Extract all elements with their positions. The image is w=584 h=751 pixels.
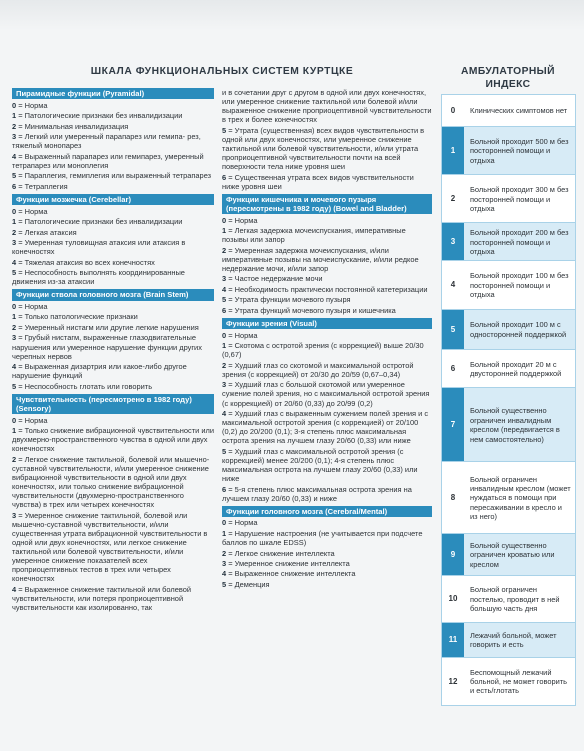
- scale-score: 4: [222, 569, 227, 579]
- scale-description: = Легкая атаксия: [16, 227, 77, 237]
- scale-score: 4: [12, 362, 17, 372]
- scale-item: [12, 111, 214, 120]
- scale-item: [12, 312, 214, 321]
- scale-score: 2: [222, 245, 227, 255]
- scale-description: = Грубый нистагм, выраженные глазодвигательные нарушения или умеренное нарушение функции других черепных нервов: [12, 333, 202, 361]
- scale-description: = Легкая задержка мочеиспускания, императивные позывы или запор: [222, 226, 406, 245]
- left-column: [12, 88, 214, 615]
- ambulatory-score: 2: [442, 175, 464, 222]
- scale-score: 5: [222, 579, 227, 589]
- ambulatory-row: [442, 388, 575, 462]
- scale-item: [222, 331, 432, 340]
- scale-description: = Выраженная дизартрия или какое-либо другое нарушение функций: [12, 362, 187, 381]
- scale-score: 5: [12, 381, 17, 391]
- scale-description: = Норма: [226, 518, 258, 528]
- scale-description: = Неспособность глотать или говорить: [16, 381, 153, 391]
- scale-description: = Умеренная туловищная атаксия или атаксия в конечностях: [12, 238, 186, 257]
- scale-score: 1: [12, 111, 17, 121]
- scale-description: = Патологические признаки без инвалидизации: [16, 217, 183, 227]
- scale-item: [222, 285, 432, 294]
- ambulatory-description: Беспомощный лежачий больной, не может говорить и есть/глотать: [464, 658, 575, 705]
- scale-item: [222, 295, 432, 304]
- ambulatory-row: [442, 623, 575, 658]
- scale-score: 6: [222, 484, 227, 494]
- scale-description: = 5-я степень плюс максимальная острота зрения на лучшем глазу 20/60 (0,33) и ниже: [222, 484, 412, 503]
- scale-score: 1: [12, 312, 17, 322]
- scale-item: [222, 580, 432, 589]
- scale-item: [12, 416, 214, 425]
- scale-description: = Умеренная задержка мочеиспускания, и/или императивные позывы на мочеиспускание, и/или редкое недержание мочи, и/или запор: [222, 245, 419, 273]
- scale-description: = Норма: [226, 330, 258, 340]
- section-header: Пирамидные функции (Pyramidal): [12, 88, 214, 99]
- scale-score: 4: [222, 284, 227, 294]
- scale-section: [12, 289, 214, 391]
- scale-description: = Выраженное снижение тактильной или болевой чувствительности, или потеря проприоцептивной чувствительности как изолированно, так: [12, 584, 192, 613]
- scale-item: [12, 171, 214, 180]
- ambulatory-score: 11: [442, 623, 464, 657]
- ambulatory-row: [442, 658, 575, 705]
- scale-description: = Умеренное снижение интеллекта: [226, 558, 350, 568]
- ambulatory-score: 8: [442, 462, 464, 532]
- ambulatory-description: Больной проходит 100 м без посторонней помощи и отдыха: [464, 261, 575, 308]
- scale-section: [222, 506, 432, 589]
- ambulatory-description: Больной ограничен постелью, проводит в ней большую часть дня: [464, 576, 575, 622]
- scale-item: [12, 152, 214, 170]
- ambulatory-row: [442, 95, 575, 127]
- scale-score: 2: [12, 227, 17, 237]
- scale-score: 5: [12, 171, 17, 181]
- scale-item: [12, 258, 214, 267]
- ambulatory-row: [442, 462, 575, 533]
- scale-score: 0: [12, 415, 17, 425]
- scale-description: = Тяжелая атаксия во всех конечностях: [16, 257, 155, 267]
- scale-score: 1: [222, 341, 227, 351]
- scale-description: = Норма: [16, 100, 48, 110]
- scale-description: = Норма: [16, 415, 48, 425]
- scale-score: 3: [222, 380, 227, 390]
- scale-item: [12, 333, 214, 360]
- scale-description: = Худший глаз с большой скотомой или умеренное сужение полей зрения, но с максимальной остротой зрения (с коррекцией) от 20/60 (0,33) до 20/99 (0,2): [222, 380, 430, 408]
- ambulatory-description: Клинических симптомов нет: [464, 95, 575, 126]
- scale-score: 0: [12, 206, 17, 216]
- section-header: Функции мозжечка (Cerebellar): [12, 194, 214, 205]
- scale-score: 3: [12, 510, 17, 520]
- scale-item: [222, 518, 432, 527]
- ambulatory-score: 6: [442, 350, 464, 387]
- scale-item: [12, 207, 214, 216]
- scale-description: = Утрата функции мочевого пузыря: [226, 295, 351, 305]
- scale-score: 3: [222, 558, 227, 568]
- section-header: Функции кишечника и мочевого пузыря (пересмотрены в 1982 году) (Bowel and Bladder): [222, 194, 432, 214]
- scale-section: [222, 318, 432, 503]
- ambulatory-score: 7: [442, 388, 464, 461]
- scale-description: = Выраженное снижение интеллекта: [226, 569, 356, 579]
- scale-item: [222, 274, 432, 283]
- scale-description: = Умеренное снижение тактильной, болевой или мышечно-суставной чувствительности, и/или существенная утрата вибрационной чувствительности в одной или двух конечностях, или легкое снижение тактильной или болевой чувствительности, и/или умеренное снижение показателей всех проприоцептивных тестов в трех или четырех конечностях: [12, 510, 208, 584]
- scale-score: 0: [12, 100, 17, 110]
- scale-description: = Минимальная инвалидизация: [16, 121, 129, 131]
- page-top-shadow: [0, 0, 584, 30]
- ambulatory-score: 10: [442, 576, 464, 622]
- scale-score: 0: [12, 302, 17, 311]
- scale-section: [222, 194, 432, 315]
- ambulatory-row: [442, 175, 575, 223]
- scale-description: = Тетраплегия: [16, 181, 68, 191]
- scale-item: [12, 228, 214, 237]
- scale-item: [12, 302, 214, 311]
- scale-description: = Умеренный нистагм или другие легкие нарушения: [16, 322, 199, 332]
- scale-score: 2: [12, 322, 17, 332]
- scale-item: [222, 549, 432, 558]
- ambulatory-row: [442, 223, 575, 261]
- scale-description: = Утрата функций мочевого пузыря и кишечника: [226, 305, 396, 315]
- scale-item: [12, 426, 214, 453]
- scale-score: 2: [222, 548, 227, 558]
- scale-description: = Норма: [226, 215, 258, 225]
- scale-description: = Худший глаз с выраженным сужением полей зрения и с максимальной остротой зрения (с коррекцией) от 20/100 (0,2) до 20/200 (0,1); 3-я степень плюс максимальная острота зрения на лучшем глазу 20/60 (0,33) или ниже: [222, 409, 429, 446]
- scale-section: [12, 394, 214, 612]
- ambulatory-description: Больной проходит 300 м без посторонней помощи и отдыха: [464, 175, 575, 222]
- ambulatory-score: 4: [442, 261, 464, 308]
- scale-item: [12, 268, 214, 286]
- ambulatory-row: [442, 310, 575, 351]
- ambulatory-row: [442, 534, 575, 576]
- scale-item: [222, 529, 432, 547]
- scale-description: = Только патологические признаки: [16, 312, 138, 322]
- ambulatory-score: 12: [442, 658, 464, 705]
- scale-item: [12, 132, 214, 150]
- section-header: Функции головного мозга (Cerebral/Mental): [222, 506, 432, 517]
- scale-item: [12, 455, 214, 510]
- scale-score: 3: [12, 132, 17, 142]
- scale-description: = Необходимость практически постоянной катетеризации: [226, 284, 428, 294]
- section-header: Чувствительность (пересмотрено в 1982 году) (Sensory): [12, 394, 214, 414]
- scale-score: 3: [222, 274, 227, 284]
- ambulatory-description: Больной существенно ограничен кроватью или креслом: [464, 534, 575, 575]
- scale-item: [222, 559, 432, 568]
- page-title: ШКАЛА ФУНКЦИОНАЛЬНЫХ СИСТЕМ КУРТЦКЕ: [90, 66, 354, 77]
- scale-item: [222, 361, 432, 379]
- scale-item: [222, 126, 432, 171]
- scale-description: = Частое недержание мочи: [226, 274, 323, 284]
- scale-item: [12, 122, 214, 131]
- ambulatory-score: 9: [442, 534, 464, 575]
- scale-item: [12, 362, 214, 380]
- scale-score: 1: [222, 528, 227, 538]
- scale-description: = Деменция: [226, 579, 270, 589]
- scale-item: [222, 447, 432, 483]
- scale-score: 2: [12, 454, 17, 464]
- ambulatory-description: Больной ограничен инвалидным креслом (может нуждаться в помощи при пересаживании в кресло и из него): [464, 462, 575, 532]
- section-header: Функции зрения (Visual): [222, 318, 432, 329]
- scale-item: [12, 217, 214, 226]
- scale-score: 4: [12, 151, 17, 161]
- scale-section: [12, 88, 214, 191]
- scale-description: = Худший глаз со скотомой и максимальной остротой зрения (с коррекцией) от 20/30 до 20/59 (0,67–0,34): [222, 360, 414, 379]
- scale-item: [222, 216, 432, 225]
- scale-score: 0: [222, 215, 227, 225]
- scale-item: [222, 485, 432, 503]
- ambulatory-score: 0: [442, 95, 464, 126]
- scale-description: = Утрата (существенная) всех видов чувствительности в одной или двух конечностях, или умеренное снижение тактильной или болевой чувствительности, и/или утрата проприоцептивной чувствительности почти на всей поверхности тела ниже уровня шеи: [222, 125, 425, 172]
- scale-description: = Патологические признаки без инвалидизации: [16, 111, 183, 121]
- scale-item: [12, 238, 214, 256]
- scale-description: = Норма: [16, 302, 48, 311]
- scale-item: [222, 306, 432, 315]
- scale-description: = Худший глаз с максимальной остротой зрения (с коррекцией) менее 20/200 (0,1); 4-я степень плюс максимальная острота на лучшем глазу 20/60 (0,33) или ниже: [222, 446, 418, 484]
- scale-score: 2: [12, 121, 17, 131]
- ambulatory-score: 3: [442, 223, 464, 260]
- scale-description: = Скотома с остротой зрения (с коррекцией) выше 20/30 (0,67): [222, 341, 424, 360]
- scale-description: = Выраженный парапарез или гемипарез, умеренный тетрапарез или моноплегия: [12, 151, 204, 170]
- scale-score: 4: [12, 257, 17, 267]
- ambulatory-score: 1: [442, 127, 464, 174]
- middle-column: [222, 88, 432, 592]
- scale-description: = Неспособность выполнять координированные движения из-за атаксии: [12, 268, 185, 287]
- scale-score: 5: [222, 295, 227, 305]
- scale-score: 3: [12, 238, 17, 248]
- scale-score: 0: [222, 330, 227, 340]
- ambulatory-row: [442, 576, 575, 623]
- scale-item: [222, 341, 432, 359]
- scale-description: = Легкое снижение интеллекта: [226, 548, 335, 558]
- ambulatory-description: Больной проходит 500 м без посторонней помощи и отдыха: [464, 127, 575, 174]
- scale-score: 1: [12, 217, 17, 227]
- scale-item: [222, 569, 432, 578]
- scale-item: [12, 382, 214, 391]
- scale-score: 6: [222, 172, 227, 182]
- ambulatory-row: [442, 127, 575, 175]
- ambulatory-description: Больной проходит 100 м с односторонней поддержкой: [464, 310, 575, 350]
- ambulatory-description: Больной существенно ограничен инвалидным креслом (передвигается в нем самостоятельно): [464, 388, 575, 461]
- scale-score: 3: [12, 333, 17, 343]
- sensory-continuation: [222, 88, 432, 191]
- scale-item: [12, 585, 214, 612]
- scale-description: = Нарушение настроения (не учитывается при подсчете баллов по шкале EDSS): [222, 528, 423, 548]
- ambulatory-description: Лежачий больной, может говорить и есть: [464, 623, 575, 657]
- ambulatory-description: Больной проходит 20 м с двусторонней поддержкой: [464, 350, 575, 387]
- scale-score: 6: [222, 305, 227, 315]
- scale-score: 6: [12, 181, 17, 191]
- scale-score: 4: [12, 584, 17, 594]
- scale-item: [12, 101, 214, 110]
- ambulatory-row: [442, 261, 575, 309]
- ambulatory-score: 5: [442, 310, 464, 350]
- scale-score: 5: [12, 268, 17, 278]
- scale-description: = Только снижение вибрационной чувствительности или двухмерно-пространственного чувства в одной или двух конечностях: [12, 426, 214, 454]
- scale-score: 2: [222, 360, 227, 370]
- scale-score: 1: [222, 226, 227, 236]
- ambulatory-description: Больной проходит 200 м без посторонней помощи и отдыха: [464, 223, 575, 260]
- scale-description: = Легкий или умеренный парапарез или гемипа- рез, тяжелый монопарез: [12, 132, 201, 151]
- scale-score: 5: [222, 125, 227, 135]
- ambulatory-index-table: [441, 94, 576, 706]
- scale-description: = Норма: [16, 206, 48, 216]
- scale-item: [222, 409, 432, 445]
- section-header: Функции ствола головного мозга (Brain Stem): [12, 289, 214, 300]
- scale-item: [222, 173, 432, 191]
- scale-score: 4: [222, 409, 227, 419]
- scale-item: [222, 380, 432, 407]
- scale-description: = Легкое снижение тактильной, болевой или мышечно-суставной чувствительности, и/или умеренное снижение вибрационной чувствительности в одной или двух конечностях, или только снижение вибрационной чувствительности (двухмерно-пространственного чувства) в трех или четырех конечностях: [12, 454, 210, 510]
- scale-item: [12, 511, 214, 584]
- scale-description: = Существенная утрата всех видов чувствительности ниже уровня шеи: [222, 172, 414, 191]
- scale-score: 0: [222, 518, 227, 528]
- scale-item: [12, 182, 214, 191]
- scale-item: [222, 226, 432, 244]
- ambulatory-index-title: АМБУЛАТОРНЫЙ ИНДЕКС: [461, 66, 555, 90]
- scale-score: 5: [222, 446, 227, 456]
- scale-score: 1: [12, 426, 17, 436]
- continued-text: и в сочетании друг с другом в одной или двух конечностях, или умеренное снижение тактильной или болевой и/или выраженное снижение проприоцептивной чувствительности в трех и более конечностях: [222, 88, 432, 125]
- scale-item: [12, 323, 214, 332]
- scale-item: [222, 246, 432, 273]
- scale-section: [12, 194, 214, 286]
- scale-description: = Параплегия, гемиплегия или выраженный тетрапарез: [16, 171, 212, 181]
- ambulatory-row: [442, 350, 575, 388]
